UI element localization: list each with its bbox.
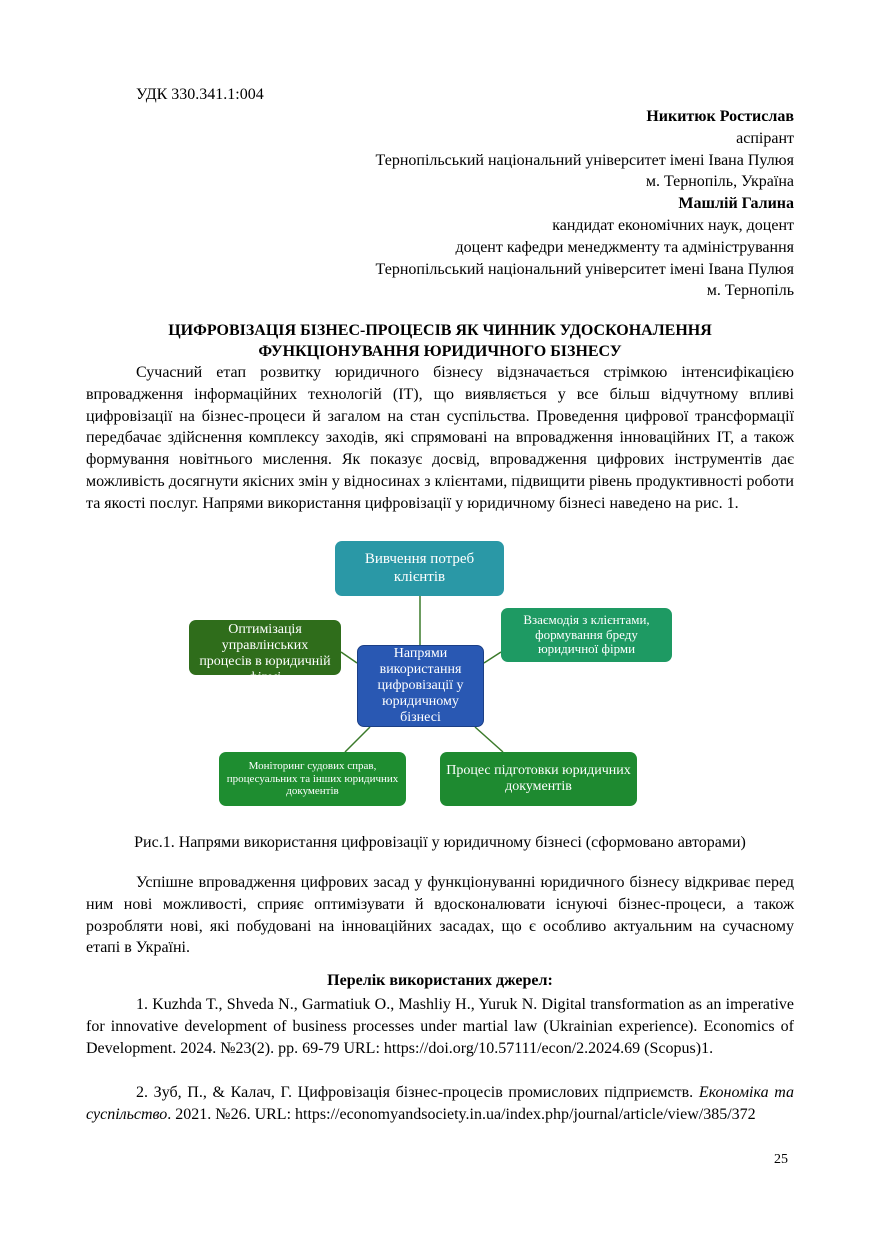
author-name: Машлій Галина bbox=[678, 195, 794, 213]
connector-bottom-left bbox=[345, 727, 370, 752]
reference-item bbox=[86, 1082, 794, 1126]
title-line: ЦИФРОВІЗАЦІЯ БІЗНЕС-ПРОЦЕСІВ ЯК ЧИННИК УДОСКОНАЛЕННЯ bbox=[168, 322, 712, 339]
intro-paragraph: Сучасний етап розвитку юридичного бізнесу відзначається стрімкою інтенсифікацією впровадження інформаційних технологій (ІТ), що виявляється у все більш відчутному впливі цифровізації на бізнес-процеси й загалом на стан суспільства. Проведення цифрової трансформації передбачає здійснення комплексу заходів, які спрямовані на впровадження інноваційних ІТ, а також формування новітнього мислення. Як показує досвід, впровадження цифрових інструментів дає можливість досягнути якісних змін у відносинах з клієнтами, підвищити рівень продуктивності роботи та якості послуг. Напрями використання цифровізації у юридичному бізнесі наведено на рис. 1. bbox=[86, 364, 794, 512]
diagram-node-client-needs: Вивчення потреб клієнтів bbox=[335, 541, 504, 596]
conclusion-paragraph: Успішне впровадження цифрових засад у функціонуванні юридичного бізнесу відкриває перед ним нові можливості, сприяє оптимізувати й вдосконалювати існуючі бізнес-процеси, а також розробляти нові, які побудовані на інноваційних засадах, що є особливо актуальним на сучасному етапі в Україні. bbox=[86, 874, 794, 957]
diagram-node-process-optimization: Оптимізація управлінських процесів в юридичній фірмі bbox=[189, 620, 341, 675]
author-affiliation: Тернопільський національний університет імені Івана Пулюя bbox=[375, 151, 794, 169]
page-number: 25 bbox=[774, 1152, 788, 1167]
author-degree: кандидат економічних наук, доцент bbox=[552, 216, 794, 234]
reference-text: 2. Зуб, П., & Калач, Г. Цифровізація бізнес-процесів промислових підприємств. bbox=[136, 1084, 699, 1101]
connector-right bbox=[484, 652, 501, 663]
reference-item: 1. Kuzhda T., Shveda N., Garmatiuk O., Mashliy H., Yuruk N. Digital transformation as an imperative for innovative development of business processes under martial law (Ukrainian experience). Economics of Development. 2024. №23(2). pp. 69-79 URL: https://doi.org/10.57111/econ/2.2024.69 (Scopus)1. bbox=[86, 996, 794, 1057]
figure-caption: Рис.1. Напрями використання цифровізації у юридичному бізнесі (сформовано авторами) bbox=[134, 834, 746, 851]
diagram-node-center: Напрями використання цифровізації у юридичному бізнесі bbox=[357, 645, 484, 727]
diagram-node-document-preparation: Процес підготовки юридичних документів bbox=[440, 752, 637, 806]
references-heading: Перелік використаних джерел: bbox=[327, 972, 553, 989]
author-location: м. Тернопіль bbox=[706, 282, 794, 300]
reference-text: . 2021. №26. URL: https://economyandsociety.in.ua/index.php/journal/article/view/385/372 bbox=[167, 1105, 756, 1123]
author-block bbox=[300, 106, 794, 302]
reference-journal: Економіка та суспільство bbox=[86, 1084, 795, 1123]
title-line: ФУНКЦІОНУВАННЯ ЮРИДИЧНОГО БІЗНЕСУ bbox=[258, 343, 622, 360]
author-position: доцент кафедри менеджменту та адміністрування bbox=[455, 238, 794, 256]
diagram-node-client-interaction: Взаємодія з клієнтами, формування бреду юридичної фірми bbox=[501, 608, 672, 662]
author-name: Никитюк Ростислав bbox=[646, 108, 794, 125]
author-affiliation: Тернопільський національний університет імені Івана Пулюя bbox=[375, 260, 794, 278]
author-location: м. Тернопіль, Україна bbox=[645, 173, 794, 191]
udk-code: УДК 330.341.1:004 bbox=[136, 86, 264, 103]
connector-bottom-right bbox=[475, 727, 503, 752]
author-position: аспірант bbox=[736, 129, 794, 147]
diagram-node-case-monitoring: Моніторинг судових справ, процесуальних та інших юридичних документів bbox=[219, 752, 406, 806]
paper-title bbox=[86, 320, 794, 362]
connector-left bbox=[341, 652, 357, 663]
